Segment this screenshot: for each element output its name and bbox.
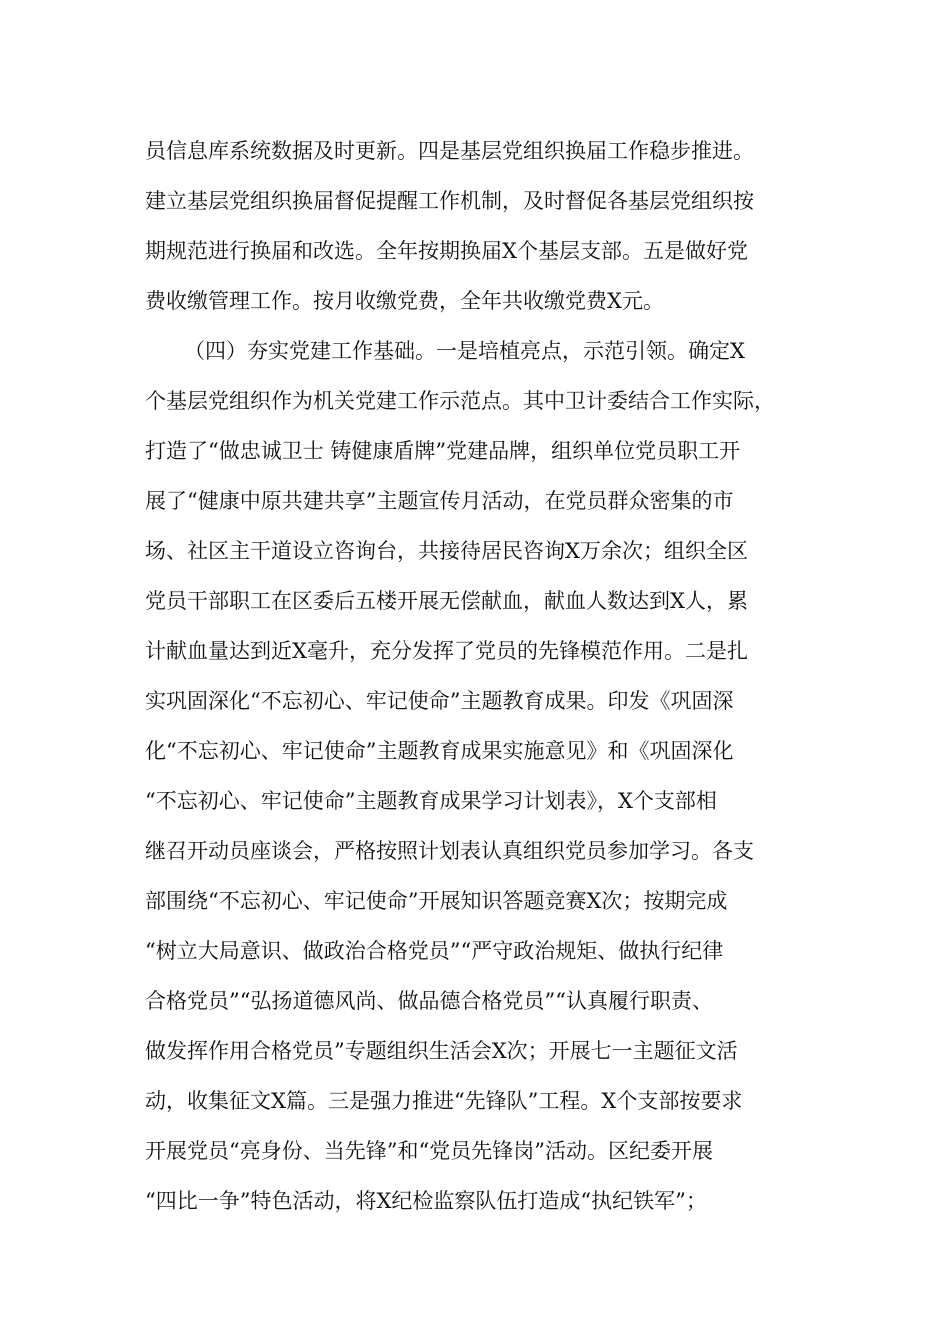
text-line: 计献血量达到近X毫升，充分发挥了党员的先锋模范作用。二是扎 — [145, 639, 748, 663]
text-line: 动，收集征文X篇。三是强力推进“先锋队”工程。X个支部按要求 — [145, 1089, 743, 1113]
text-line: 合格党员”“弘扬道德风尚、做品德合格党员”“认真履行职责、 — [145, 989, 713, 1013]
text-line: 费收缴管理工作。按月收缴党费，全年共收缴党费X元。 — [145, 289, 664, 313]
text-line: 员信息库系统数据及时更新。四是基层党组织换届工作稳步推进。 — [145, 139, 754, 163]
text-line: 场、社区主干道设立咨询台，共接待居民咨询X万余次；组织全区 — [145, 539, 748, 563]
text-line: 化“不忘初心、牢记使命”主题教育成果实施意见》和《巩固深化 — [145, 739, 734, 763]
text-line: 党员干部职工在区委后五楼开展无偿献血，献血人数达到X人，累 — [145, 589, 748, 613]
text-line: 建立基层党组织换届督促提醒工作机制，及时督促各基层党组织按 — [145, 189, 754, 213]
text-line: 做发挥作用合格党员”专题组织生活会X次；开展七一主题征文活 — [145, 1039, 738, 1063]
text-line: 展了“健康中原共建共享”主题宣传月活动，在党员群众密集的市 — [145, 489, 734, 513]
text-line: “树立大局意识、做政治合格党员”“严守政治规矩、做执行纪律 — [145, 939, 724, 963]
text-line: 期规范进行换届和改选。全年按期换届X个基层支部。五是做好党 — [145, 239, 748, 263]
section-heading-line: （四）夯实党建工作基础。一是培植亮点，示范引领。确定X — [184, 339, 745, 363]
text-line: 个基层党组织作为机关党建工作示范点。其中卫计委结合工作实际， — [145, 389, 775, 413]
text-line: 打造了“做忠诚卫士 铸健康盾牌”党建品牌，组织单位党员职工开 — [145, 439, 741, 463]
text-line: 实巩固深化“不忘初心、牢记使命”主题教育成果。印发《巩固深 — [145, 689, 734, 713]
text-line: 开展党员“亮身份、当先锋”和“党员先锋岗”活动。区纪委开展 — [145, 1139, 713, 1163]
text-line: 继召开动员座谈会，严格按照计划表认真组织党员参加学习。各支 — [145, 839, 754, 863]
text-line: “四比一争”特色活动，将X纪检监察队伍打造成“执纪铁军”； — [145, 1189, 707, 1213]
text-line: 部围绕“不忘初心、牢记使命”开展知识答题竞赛X次；按期完成 — [145, 889, 728, 913]
text-line: “不忘初心、牢记使命”主题教育成果学习计划表》，X个支部相 — [145, 789, 717, 813]
